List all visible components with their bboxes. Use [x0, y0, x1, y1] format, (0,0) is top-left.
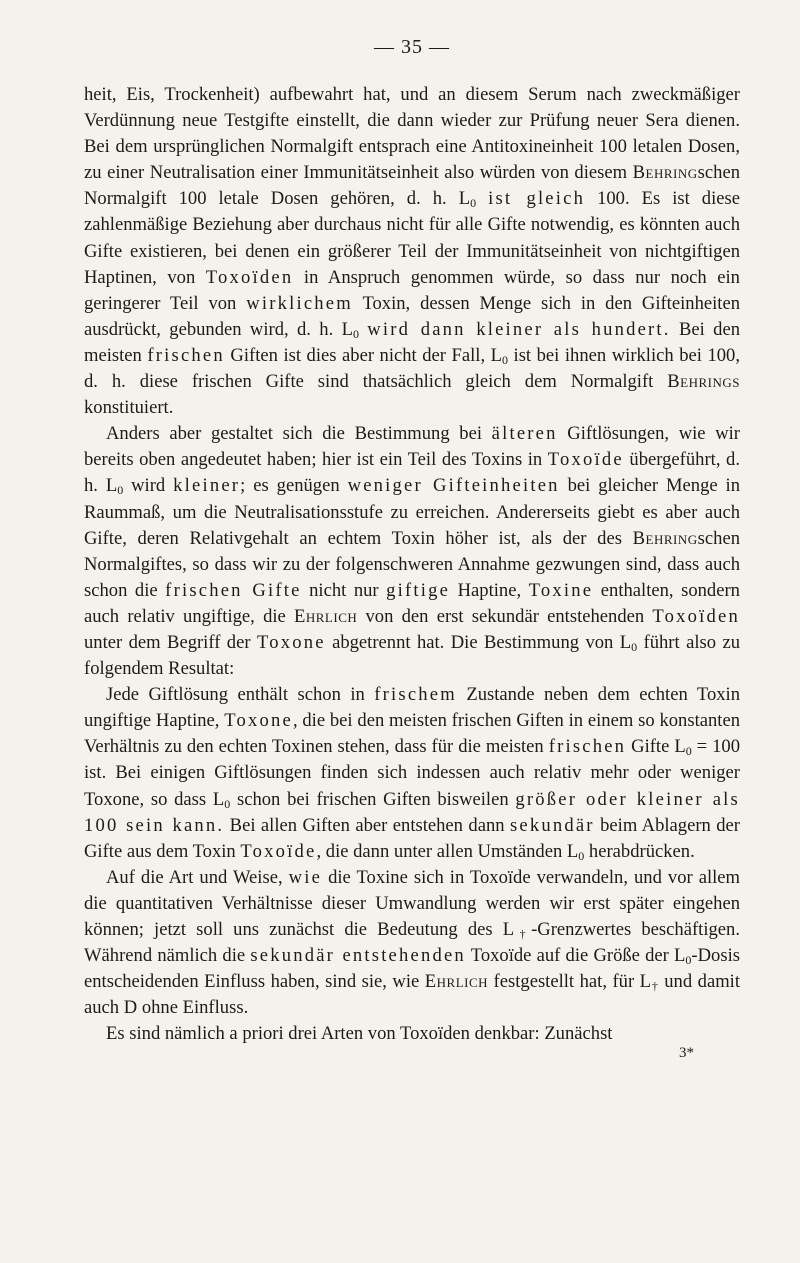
text-run: Es sind nämlich a priori drei Arten von Toxoïden denkbar: Zunächst	[106, 1023, 613, 1045]
spaced-emphasis: frischen	[548, 736, 627, 758]
text-run: festgestellt hat, für L	[488, 971, 652, 993]
text-run: Bei allen Giften aber entstehen dann	[224, 814, 510, 836]
subscript: 0	[685, 744, 692, 759]
subscript: 0	[631, 639, 638, 654]
spaced-emphasis: weniger Gifteinheiten	[347, 475, 560, 497]
text-run: Toxoïde auf die Größe der L	[465, 945, 686, 967]
subscript: 0	[470, 196, 477, 211]
text-run: führt also zu folgendem Resultat:	[84, 631, 740, 680]
paragraph-5	[84, 1021, 740, 1047]
text-run: in Anspruch genommen würde, so dass nur noch ein geringerer Teil von	[84, 266, 740, 314]
text-run: und damit auch D ohne Einfluss.	[84, 971, 740, 1019]
text-run: übergeführt, d. h. L	[84, 449, 740, 497]
spaced-emphasis: Toxone	[224, 710, 293, 732]
text-run: Anders aber gestaltet sich die Bestimmung bei	[106, 423, 492, 445]
spaced-emphasis: Toxoïden	[205, 266, 294, 288]
text-run: herabdrücken.	[584, 840, 695, 862]
spaced-emphasis: sekundär entstehenden	[250, 945, 466, 967]
paragraph-3	[84, 682, 740, 865]
author-name: Ehrlich	[294, 605, 358, 627]
author-name: Behring	[632, 162, 698, 184]
text-run: unter dem Begriff der	[84, 631, 257, 653]
paragraph-4	[84, 865, 740, 1022]
text-run: nicht nur	[301, 579, 387, 601]
subscript: 0	[685, 953, 692, 968]
spaced-emphasis: giftige	[386, 579, 451, 601]
spaced-emphasis: Toxine	[528, 579, 594, 601]
spaced-emphasis: frischen Gifte	[165, 579, 302, 601]
author-name: Ehrlich	[424, 971, 489, 993]
text-run: Giftlösungen, wie wir bereits oben angedeutet haben; hier ist ein Teil des Toxins in	[84, 423, 740, 471]
text-run: Haptine,	[450, 579, 529, 601]
spaced-emphasis: Toxoïden	[652, 605, 740, 627]
spaced-emphasis: Toxone	[256, 631, 326, 653]
text-run: enthalten, sondern auch relativ ungiftige, die	[84, 579, 740, 627]
text-run: schen Normalgiftes, so dass wir zu der folgenschweren Annahme gezwungen sind, dass auch schon die	[84, 527, 740, 601]
text-run: -Grenzwertes beschäftigen. Während nämlich die	[84, 919, 740, 967]
spaced-emphasis: sekundär	[509, 814, 595, 836]
paragraph-2	[84, 421, 740, 682]
subscript: †	[514, 927, 532, 941]
spaced-emphasis: wie	[288, 866, 323, 888]
spaced-emphasis: wirklichem	[246, 292, 353, 314]
text-run: beim Ablagern der Gifte aus dem Toxin	[84, 814, 740, 862]
text-run: die Toxine sich in Toxoïde verwandeln, und vor allem die quantitativen Verhältnisse dieser Umwandlung werden wir erst später eingehen können; jetzt soll uns zunächst die Bedeutung des L	[84, 866, 740, 940]
text-run: von den erst sekundär entstehenden	[357, 605, 653, 627]
text-run: ist bei ihnen wirklich bei 100, d. h. diese frischen Gifte sind thatsächlich gleich dem Normalgift	[84, 344, 741, 393]
text-run: , die bei den meisten frischen Giften in einem so konstanten Verhältnis zu den echten Toxinen stehen, dass für die meisten	[84, 710, 740, 758]
text-run: Bei den meisten	[84, 318, 741, 366]
text-run: schon bei frischen Giften bisweilen	[230, 788, 516, 810]
text-run: Toxin, dessen Menge sich in den Gifteinheiten ausdrückt, gebunden wird, d. h. L	[84, 292, 741, 340]
text-run: ; es genügen	[240, 475, 348, 497]
signature-mark: 3*	[679, 1045, 694, 1062]
subscript: 0	[352, 326, 359, 341]
spaced-emphasis: frischen	[147, 344, 225, 366]
author-name: Behrings	[667, 371, 740, 393]
spaced-emphasis: kleiner	[173, 475, 241, 497]
text-run: , die dann unter allen Umständen L	[316, 840, 579, 862]
text-run: -Dosis entscheidenden Einfluss haben, sind sie, wie	[84, 945, 740, 993]
author-name: Behring	[632, 527, 698, 549]
text-run: bei gleicher Menge in Raummaß, um die Neutralisationsstufe zu erreichen. Andererseits giebt es aber auch Gifte, deren Relativgehalt an echtem Toxin höher ist, als der des	[84, 475, 741, 549]
text-run: schen Normalgift 100 letale Dosen gehören, d. h. L	[84, 162, 740, 210]
text-run: Giften ist dies aber nicht der Fall, L	[224, 344, 502, 366]
text-run: heit, Eis, Trockenheit) aufbewahrt hat, und an diesem Serum nach zweckmäßiger Verdünnung neue Testgifte einstellt, die dann wieder zur Prüfung neuer Sera dienen. Bei dem ursprünglichen Normalgift entsprach eine Antitoxineinheit 100 letalen Dosen, zu einer Neutralisation einer Immunitätseinheit also würden von diesem	[84, 84, 740, 184]
spaced-emphasis: wird dann kleiner als hundert.	[367, 318, 671, 340]
subscript: 0	[117, 483, 124, 498]
text-run: wird	[123, 475, 174, 497]
spaced-emphasis: Toxoïde	[547, 449, 624, 471]
subscript: 0	[224, 796, 231, 811]
text-run: Zustande neben dem echten Toxin ungiftige Haptine,	[84, 684, 740, 732]
text-run: Jede Giftlösung enthält schon in	[106, 684, 375, 706]
paragraph-1	[84, 82, 740, 421]
text-run	[476, 188, 488, 209]
text-run: konstituiert.	[84, 397, 174, 419]
spaced-emphasis: frischem	[374, 684, 457, 706]
subscript: 0	[502, 352, 508, 367]
text-run: abgetrennt hat. Die Bestimmung von L	[325, 631, 632, 653]
spaced-emphasis: Toxoïde	[240, 840, 317, 862]
text-run: = 100 ist. Bei einigen Giftlösungen finden sich indessen auch relativ mehr oder weniger Toxone, so dass L	[84, 736, 740, 810]
text-run: Gifte L	[626, 736, 686, 758]
subscript: †	[651, 979, 659, 994]
text-run: 100. Es ist diese zahlenmäßige Beziehung aber durchaus nicht für alle Gifte notwendig, es könnten auch Gifte existieren, bei denen ein größerer Teil der Immunitätseinheit von nichtgiftigen Haptinen, von	[84, 188, 740, 288]
text-run: Auf die Art und Weise,	[106, 866, 289, 888]
spaced-emphasis: ist gleich	[488, 188, 586, 210]
spaced-emphasis: größer oder kleiner als 100 sein kann.	[84, 788, 740, 836]
page-number-header: — 35 —	[374, 36, 450, 58]
spaced-emphasis: älteren	[491, 423, 558, 445]
subscript: 0	[578, 848, 585, 863]
